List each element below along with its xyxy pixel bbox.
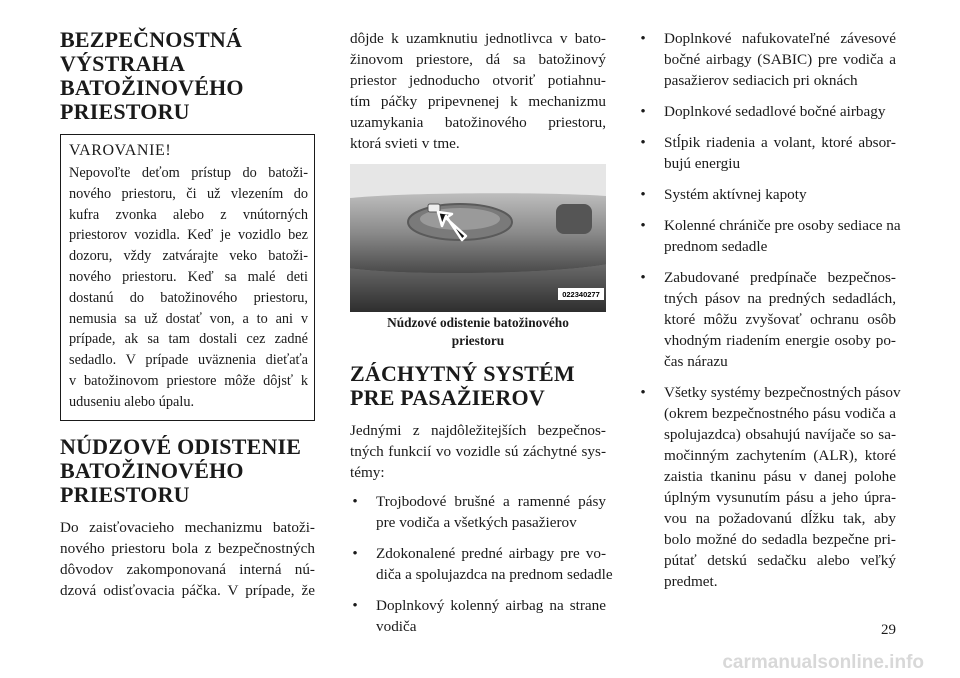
warning-box [60, 134, 315, 421]
paragraph-line: uzamykania batožinového priestoru, [350, 114, 606, 131]
paragraph-line: Jednými z najdôležitejších bezpečnos- [350, 422, 606, 439]
heading-line: BEZPEČNOSTNÁ [60, 27, 243, 52]
list-item [350, 491, 606, 533]
heading-line: PRIESTORU [60, 481, 190, 507]
warning-line: sedadlo. V prípade uväznenia dieťaťa [69, 352, 308, 369]
list-item-line: močinným zachytením (ALR), ktoré [664, 447, 896, 464]
emergency-release-paragraph-continued [350, 28, 606, 154]
warning-title: VAROVANIE! [69, 142, 172, 159]
bullet-icon: • [352, 493, 358, 510]
list-item-line: bočné airbagy (SABIC) pre vodiča a [664, 51, 896, 68]
heading-line: PRIESTORU [60, 99, 190, 124]
list-item-line: Zdokonalené predné airbagy pre vo- [376, 545, 606, 562]
list-item [638, 382, 901, 592]
list-item-line: Systém aktívnej kapoty [664, 186, 807, 203]
warning-line: priestorov vozidla. Keď je vozidlo bez [69, 227, 308, 244]
trunk-release-photo [350, 164, 606, 312]
paragraph-line: žinovom priestore, dá sa batožinový [350, 51, 606, 68]
list-item [638, 28, 896, 91]
list-item [638, 101, 896, 122]
warning-line: prípade, ak sa tam dostali cez zadné [69, 331, 308, 348]
heading-line: PRE PASAŽIEROV [350, 385, 545, 410]
warning-line: nového priestoru, či už vlezením do [69, 185, 308, 202]
warning-line: dostanú do batožinového priestoru, [69, 289, 308, 306]
heading-line: ZÁCHYTNÝ SYSTÉM [350, 361, 575, 386]
list-item-line: Doplnkové sedadlové bočné airbagy [664, 103, 886, 120]
restraint-intro [350, 420, 606, 483]
caption-line: priestoru [451, 333, 505, 348]
list-item-line: Doplnkové nafukovateľné závesové [664, 30, 896, 47]
list-item-line: pútať detskú sedačku alebo veľký [664, 552, 896, 569]
bullet-icon: • [640, 186, 646, 203]
column-3 [638, 28, 901, 602]
list-item-line: pre vodiča a všetkých pasažierov [376, 514, 577, 531]
warning-line: uduseniu alebo úpalu. [69, 393, 195, 410]
heading-trunk-safety-warning [60, 28, 315, 124]
list-item-line: pasažierov sediacich pri oknách [664, 72, 858, 89]
warning-line: Nepovoľte deťom prístup do batoži- [69, 165, 308, 181]
warning-line: nového priestoru. Keď sa malé deti [69, 268, 308, 285]
bullet-icon: • [640, 134, 646, 151]
warning-line: dozoru, vždy zatvárajte veko batoži- [69, 248, 308, 265]
heading-line: BATOŽINOVÉHO [60, 457, 244, 483]
list-item-line: bujú energiu [664, 155, 741, 172]
bullet-icon: • [352, 545, 358, 562]
restraint-list-1 [350, 491, 613, 637]
emergency-release-paragraph [60, 517, 315, 601]
list-item [350, 595, 606, 637]
list-item-line: (okrem bezpečnostného pásu vodiča a [664, 405, 896, 422]
heading-line: VÝSTRAHA [60, 51, 186, 76]
list-item-line: bolo možné do sedadla bezpečne pri- [664, 531, 896, 548]
list-item-line: zaistia tkaninu pásu v danej polohe [664, 468, 896, 485]
column-2 [350, 28, 613, 647]
caption-line: Núdzové odistenie batožinového [387, 315, 569, 330]
bullet-icon: • [640, 103, 646, 120]
bullet-icon: • [640, 30, 646, 47]
column-1 [60, 28, 315, 601]
restraint-list-2 [638, 28, 901, 592]
list-item-line: prednom sedadle [664, 238, 768, 255]
list-item [638, 215, 901, 257]
paragraph-line: dôjde k uzamknutiu jednotlivca v bato- [350, 30, 606, 47]
paragraph-line: dôvodov zakomponovaná interná nú- [60, 560, 315, 578]
list-item-line: čas nárazu [664, 353, 728, 370]
bullet-icon: • [352, 597, 358, 614]
watermark: carmanualsonline.info [722, 652, 924, 673]
list-item-line: ktoré môžu zvyšovať ochranu osôb [664, 311, 896, 328]
paragraph-line: priestor jednoducho otvoriť potiahnu- [350, 72, 606, 89]
list-item-line: spolujazdca) obsahujú navíjače so sa- [664, 426, 896, 443]
heading-emergency-release [60, 435, 315, 507]
photo-caption [350, 314, 606, 350]
list-item [638, 184, 896, 205]
paragraph-line: dzová odisťovacia páčka. V prípade, že [60, 581, 315, 599]
list-item-line: úplným vysunutím pásu a jeho úpra- [664, 489, 896, 506]
heading-restraint-system [350, 362, 606, 410]
list-item-line: predmet. [664, 573, 718, 590]
list-item [638, 267, 896, 372]
list-item-line: vou na požadovanú dĺžku tak, aby [664, 510, 896, 527]
list-item [638, 132, 896, 174]
list-item-line: Všetky systémy bezpečnostných pásov [664, 384, 901, 401]
list-item-line: vhodným riadením energie osoby po- [664, 332, 896, 349]
bullet-icon: • [640, 269, 646, 286]
heading-line: BATOŽINOVÉHO [60, 75, 244, 100]
heading-line: NÚDZOVÉ ODISTENIE [60, 433, 302, 459]
paragraph-line: témy: [350, 464, 385, 481]
paragraph-line: nového priestoru bola z bezpečnostných [60, 539, 315, 557]
warning-line: v batožinovom priestore môže dôjsť k [69, 372, 308, 389]
bullet-icon: • [640, 217, 646, 234]
list-item-line: diča a spolujazdca na prednom sedadle [376, 566, 613, 583]
bullet-icon: • [640, 384, 646, 401]
list-item-line: vodiča [376, 618, 417, 635]
paragraph-line: tím páčky pripevnenej k mechanizmu [350, 93, 606, 110]
list-item-line: tných pásov na predných sedadlách, [664, 290, 896, 307]
list-item-line: Stĺpik riadenia a volant, ktoré absor- [664, 134, 896, 151]
paragraph-line: tných funkcií vo vozidle sú záchytné sys- [350, 443, 606, 460]
list-item-line: Doplnkový kolenný airbag na strane [376, 597, 606, 614]
list-item-line: Zabudované predpínače bezpečnos- [664, 269, 896, 286]
warning-line: kufra zvonka alebo z vnútorných [69, 206, 308, 223]
list-item [350, 543, 613, 585]
photo-code: 022340277 [562, 290, 600, 299]
trunk-interior-illustration [350, 164, 606, 312]
paragraph-line: Do zaisťovacieho mechanizmu batoži- [60, 518, 315, 536]
paragraph-line: ktorá svieti v tme. [350, 135, 460, 152]
warning-line: nemusia sa už dostať von, a to ani v [69, 310, 308, 327]
page-number: 29 [881, 622, 896, 638]
list-item-line: Kolenné chrániče pre osoby sediace na [664, 217, 901, 234]
list-item-line: Trojbodové brušné a ramenné pásy [376, 493, 606, 510]
